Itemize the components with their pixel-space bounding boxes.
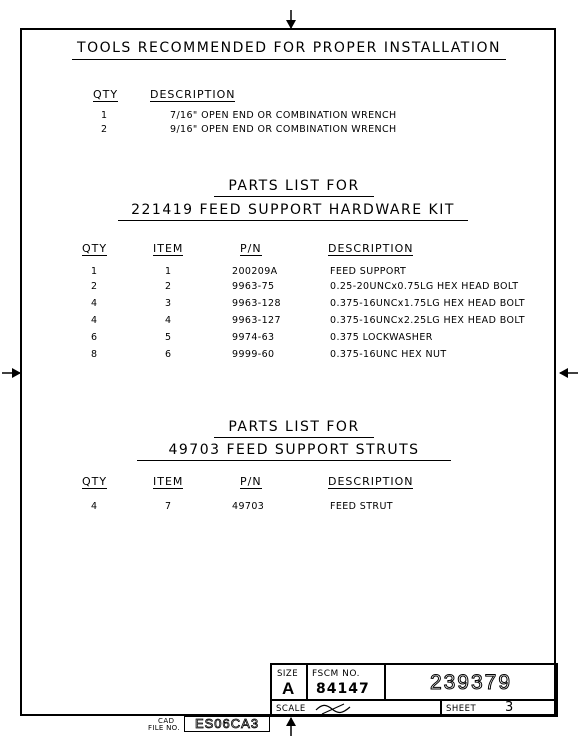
scale-label: SCALE	[276, 704, 306, 714]
tools-row-qty: 1	[101, 110, 108, 121]
top-center-arrow-icon	[284, 10, 298, 30]
right-middle-arrow-icon	[558, 366, 578, 380]
kit1-row-pn: 9974-63	[232, 332, 275, 343]
title-block	[270, 663, 558, 717]
kit1-table-row	[0, 266, 580, 280]
kit1-row-qty: 1	[91, 266, 98, 277]
kit1-table-row	[0, 332, 580, 346]
kit1-row-pn: 200209A	[232, 266, 278, 277]
kit1-row-pn: 9999-60	[232, 349, 275, 360]
kit1-row-description: 0.25-20UNCx0.75LG HEX HEAD BOLT	[330, 281, 519, 292]
tools-description-header: DESCRIPTION	[150, 88, 236, 101]
drawing-number: 239379	[429, 671, 513, 694]
tools-row-description: 7/16" OPEN END OR COMBINATION WRENCH	[170, 110, 397, 121]
kit1-row-item: 4	[165, 315, 172, 326]
fscm-value: 84147	[316, 681, 370, 697]
fscm-label: FSCM NO.	[312, 669, 360, 679]
sheet-label: SHEET	[446, 704, 477, 714]
kit2-row-item: 7	[165, 501, 172, 512]
kit1-row-item: 3	[165, 298, 172, 309]
kit2-title-line2: 49703 FEED SUPPORT STRUTS	[137, 442, 451, 461]
kit1-row-item: 5	[165, 332, 172, 343]
kit2-description-header: DESCRIPTION	[328, 475, 414, 488]
cad-file-label: CAD FILE NO.	[148, 717, 180, 732]
tools-row-description: 9/16" OPEN END OR COMBINATION WRENCH	[170, 124, 397, 135]
size-value: A	[282, 679, 295, 698]
kit1-item-header: ITEM	[153, 242, 184, 255]
kit1-row-description: 0.375-16UNCx1.75LG HEX HEAD BOLT	[330, 298, 525, 309]
kit1-row-description: FEED SUPPORT	[330, 266, 407, 277]
kit1-row-qty: 4	[91, 315, 98, 326]
kit2-table-row	[0, 501, 580, 515]
cad-file-number: ES06CA3	[184, 716, 270, 732]
tools-title: TOOLS RECOMMENDED FOR PROPER INSTALLATION	[72, 40, 506, 60]
left-middle-arrow-icon	[2, 366, 22, 380]
kit1-table-row	[0, 281, 580, 295]
tools-row-qty: 2	[101, 124, 108, 135]
scale-none-icon	[314, 702, 354, 716]
kit1-table-row	[0, 298, 580, 312]
kit2-item-header: ITEM	[153, 475, 184, 488]
tools-qty-header: QTY	[93, 88, 119, 101]
kit2-row-pn: 49703	[232, 501, 265, 512]
kit1-row-pn: 9963-127	[232, 315, 281, 326]
kit2-row-qty: 4	[91, 501, 98, 512]
kit1-description-header: DESCRIPTION	[328, 242, 414, 255]
kit1-row-item: 1	[165, 266, 172, 277]
kit1-row-qty: 2	[91, 281, 98, 292]
kit1-row-pn: 9963-75	[232, 281, 275, 292]
bottom-center-arrow-icon	[284, 716, 298, 736]
kit1-row-qty: 8	[91, 349, 98, 360]
kit1-row-qty: 6	[91, 332, 98, 343]
kit1-table-row	[0, 315, 580, 329]
kit1-row-description: 0.375 LOCKWASHER	[330, 332, 433, 343]
kit1-title-line2: 221419 FEED SUPPORT HARDWARE KIT	[118, 202, 468, 221]
kit1-row-description: 0.375-16UNC HEX NUT	[330, 349, 447, 360]
kit1-table-row	[0, 349, 580, 363]
kit2-pn-header: P/N	[240, 475, 262, 488]
kit2-qty-header: QTY	[82, 475, 108, 488]
kit1-pn-header: P/N	[240, 242, 262, 255]
kit1-row-pn: 9963-128	[232, 298, 281, 309]
kit1-row-description: 0.375-16UNCx2.25LG HEX HEAD BOLT	[330, 315, 525, 326]
kit1-row-qty: 4	[91, 298, 98, 309]
kit1-row-item: 6	[165, 349, 172, 360]
sheet-value: 3	[505, 700, 514, 715]
size-label: SIZE	[277, 669, 299, 679]
kit1-row-item: 2	[165, 281, 172, 292]
kit1-title-line1: PARTS LIST FOR	[214, 178, 374, 197]
kit2-title-line1: PARTS LIST FOR	[214, 419, 374, 438]
kit1-qty-header: QTY	[82, 242, 108, 255]
kit2-row-description: FEED STRUT	[330, 501, 393, 512]
